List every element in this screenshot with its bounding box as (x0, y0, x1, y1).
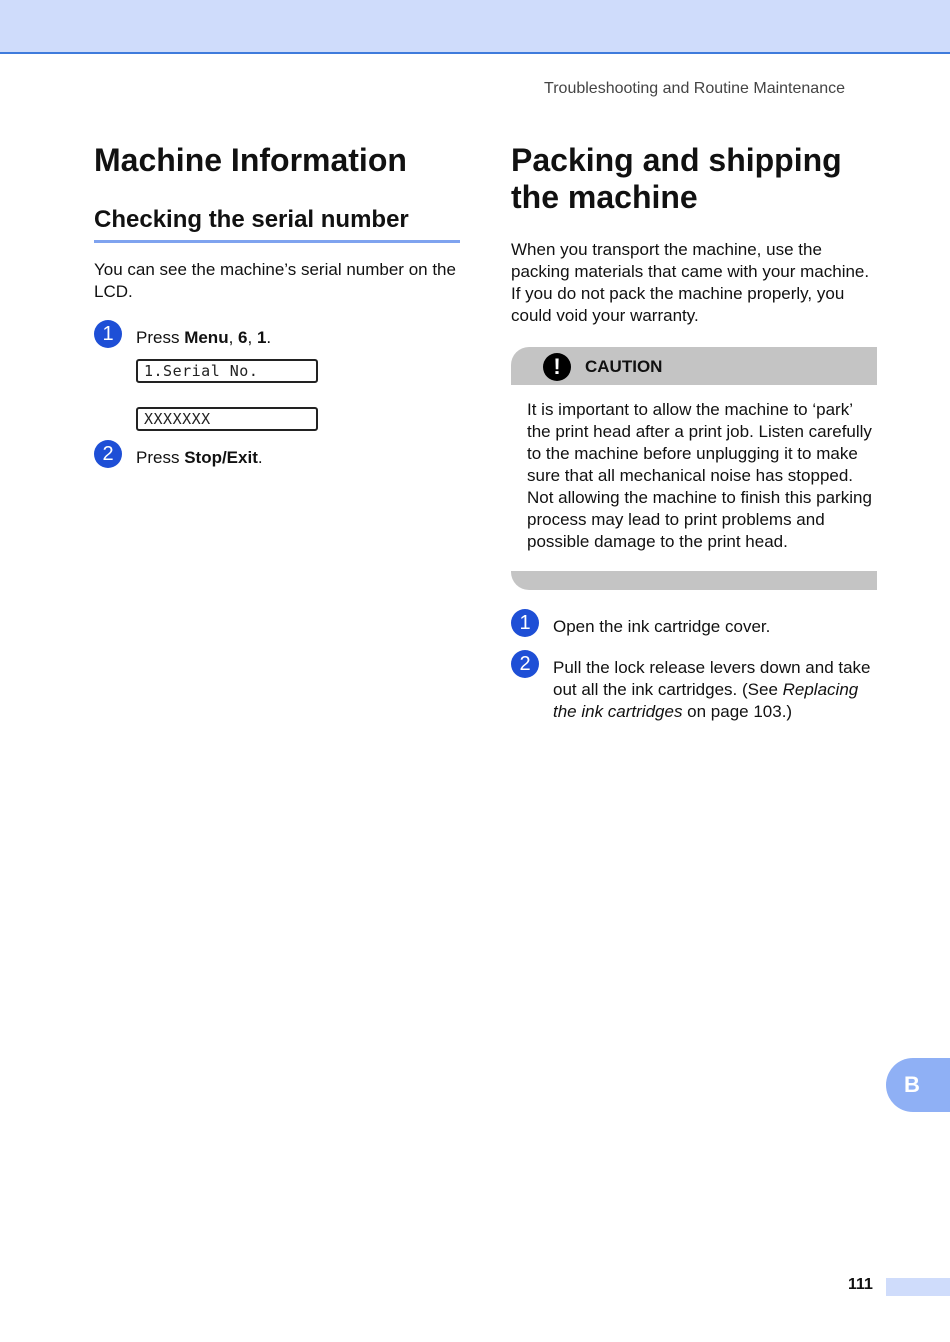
appendix-tab: B (886, 1058, 950, 1112)
step-number-badge: 1 (511, 609, 539, 637)
key-1: 1 (256, 328, 267, 347)
caution-footer (511, 571, 877, 590)
running-header: Troubleshooting and Routine Maintenance (544, 80, 845, 97)
packing-step-2 (511, 653, 877, 723)
lcd-display-2: XXXXXXX (136, 407, 318, 431)
key-6: 6 (238, 328, 248, 347)
stop-exit-key: Stop/Exit (184, 448, 258, 467)
step-2 (94, 443, 460, 469)
page-title: Machine Information (94, 142, 407, 178)
caution-box (511, 347, 877, 590)
step-text: Press (136, 328, 185, 347)
top-band (0, 0, 950, 54)
cross-reference-link[interactable]: Replacing the ink cartridges (553, 680, 859, 721)
step-number-badge: 1 (94, 320, 122, 348)
step-1 (94, 323, 460, 431)
packing-intro: When you transport the machine, use the packing materials that came with your machine. If you do not pack the machine properly, you could void your warranty. (511, 240, 870, 325)
bottom-band (886, 1278, 950, 1296)
packing-title: Packing and shipping the machine (511, 142, 842, 215)
step-text: Press (136, 448, 185, 467)
packing-step-1 (511, 612, 877, 638)
section-heading: Checking the serial number (94, 205, 460, 243)
step-number-badge: 2 (511, 650, 539, 678)
menu-key: Menu (184, 328, 229, 347)
step-text: Pull the lock release levers down and take out all the ink cartridges. (See (553, 658, 871, 699)
separator: , (247, 328, 257, 347)
intro-text: You can see the machine’s serial number on the LCD. (94, 260, 456, 301)
lcd-display-1: 1.Serial No. (136, 359, 318, 383)
caution-header (511, 347, 877, 385)
step-number-badge: 2 (94, 440, 122, 468)
separator: , (228, 328, 239, 347)
step-text-end: on page 103.) (682, 702, 793, 721)
left-column (94, 142, 460, 469)
caution-text: It is important to allow the machine to ‘park’ the print head after a print job. Listen carefully to the machine before unplugging it to make sure that all mechanical noise has stopped. Not allowing the machine to finish this parking process may lead to print problems and possible damage to the print head. (527, 400, 872, 551)
period: . (266, 328, 272, 347)
caution-label: CAUTION (585, 357, 663, 376)
page-number: 111 (848, 1276, 873, 1293)
exclamation-icon: ! (543, 353, 571, 381)
right-column (511, 142, 877, 723)
period: . (257, 448, 263, 467)
step-text: Open the ink cartridge cover. (553, 617, 771, 636)
